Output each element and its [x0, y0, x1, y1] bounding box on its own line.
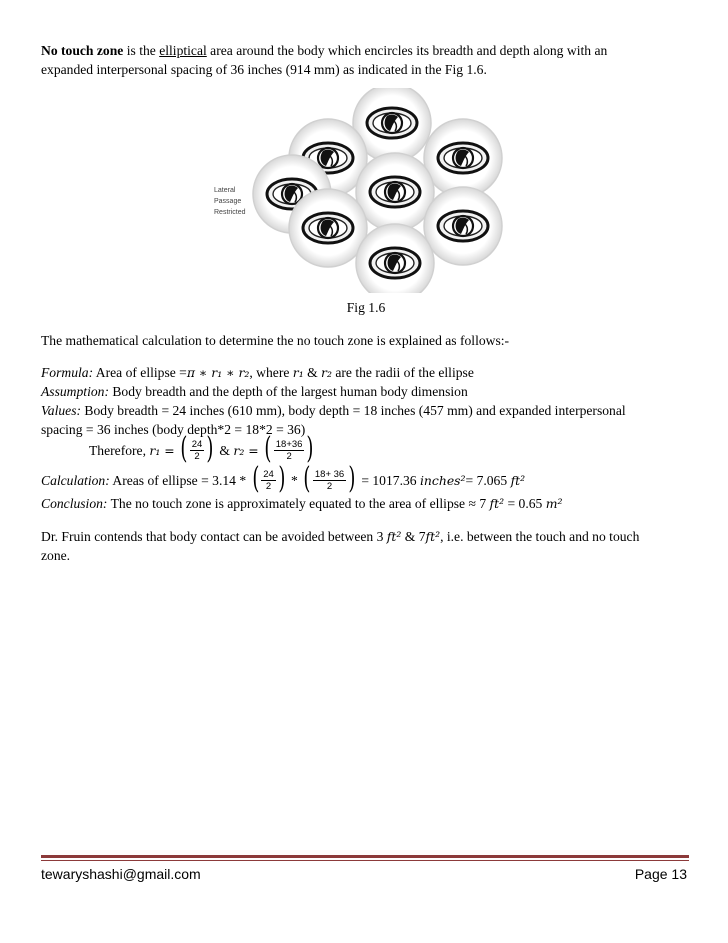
calc-fraction-2-numerator: 18+ 36 [314, 469, 345, 480]
elliptical-word: elliptical [159, 43, 207, 58]
assumption-line [41, 382, 691, 401]
therefore-text: Therefore, [89, 442, 150, 458]
calc-fraction-2 [313, 469, 346, 492]
person-lower-left [289, 189, 367, 267]
footer-page-number: Page 13 [634, 866, 687, 882]
calc-intro: The mathematical calculation to determine the no touch zone is explained as follows:- [41, 333, 510, 348]
calculation-text-2: = 1017.36 [357, 472, 420, 488]
therefore-amp: & [216, 442, 234, 458]
fraction-r1-numerator: 24 [191, 439, 203, 450]
therefore-line: Therefore, r₁ = ( $\frac{24}{2}$ ) & r₂ = ( $\frac{18+36}{2}$ ) [89, 431, 314, 466]
calc-fraction-1 [261, 469, 276, 492]
fruin-text: Dr. Fruin contends that body contact can be avoided between 3 [41, 529, 387, 544]
person-right [424, 187, 502, 265]
calculation-star: * [287, 472, 302, 488]
fruin-line-2: zone. [41, 548, 71, 564]
assumption-text: Body breadth and the depth of the largest human body dimension [108, 384, 468, 399]
therefore-r2: r₂ = [233, 442, 259, 458]
therefore-r1: r₁ = [149, 442, 175, 458]
values-line-2: spacing = 36 inches (body depth*2 = 18*2 = 36) [41, 422, 306, 438]
formula-text: Area of ellipse = [93, 365, 187, 380]
calculation-line: Calculation: Areas of ellipse = 3.14 * ( $\frac{24}{2}$ ) * ( $\frac{18+ 36}{2}$ ) = 1017.36 inches²= 7.065 ft² [41, 461, 526, 496]
fraction-r2-denominator: 2 [286, 451, 292, 462]
figure-caption: Fig 1.6 [346, 300, 386, 315]
conclusion-unit-m: m² [545, 496, 563, 511]
footer-email: tewaryshashi@gmail.com [41, 866, 201, 882]
fruin-paragraph [41, 527, 691, 566]
fruin-text-2: , i.e. between the touch and no touch [440, 529, 640, 544]
formula-text-2: , where [249, 365, 293, 380]
formula-text-3: are the radii of the ellipse [331, 365, 474, 380]
fruin-unit-2: ft² [425, 529, 441, 544]
person-bottom [356, 224, 434, 293]
calc-fraction-1-denominator: 2 [265, 481, 272, 492]
values-label: Values: [41, 403, 82, 418]
calculation-text: Areas of ellipse = 3.14 * [109, 472, 250, 488]
conclusion-label: Conclusion: [41, 496, 108, 511]
footer-rule-thin [41, 860, 689, 861]
intro-text-2: area around the body which encircles its breadth and depth along with an [206, 43, 608, 58]
conclusion-unit-ft: ft² [489, 496, 505, 511]
figure-label-passage: Passage [214, 198, 242, 205]
crowd-zone-figure [210, 88, 518, 293]
intro-paragraph [41, 41, 691, 80]
values-paragraph [41, 401, 691, 440]
fraction-r2 [274, 439, 305, 462]
assumption-label: Assumption: [41, 384, 109, 399]
formula-line [41, 363, 691, 382]
conclusion-text: The no touch zone is approximately equated to the area of ellipse ≈ 7 [107, 496, 490, 511]
calc-fraction-1-numerator: 24 [263, 469, 274, 480]
calc-fraction-2-denominator: 2 [326, 481, 333, 492]
calculation-label: Calculation: [41, 472, 110, 488]
figure-label-restricted: Restricted [214, 209, 246, 216]
formula-amp: & [303, 365, 322, 380]
calculation-text-3: = 7.065 [465, 472, 511, 488]
formula-expression: π ∗ r₁ ∗ r₂ [186, 365, 250, 380]
footer-rule-thick [41, 855, 689, 858]
person-center [356, 153, 434, 231]
formula-label: Formula: [41, 365, 94, 380]
values-text: Body breadth = 24 inches (610 mm), body depth = 18 inches (457 mm) and expanded interpersonal [81, 403, 626, 418]
fraction-r1-denominator: 2 [194, 451, 200, 462]
calculation-unit-ft: ft² [510, 472, 526, 488]
figure-label-lateral: Lateral [214, 187, 236, 194]
formula-r1: r₁ [292, 365, 304, 380]
fruin-unit-1: ft² [386, 529, 402, 544]
conclusion-text-2: = 0.65 [504, 496, 546, 511]
fraction-r1 [190, 439, 205, 462]
fruin-amp: & 7 [401, 529, 426, 544]
formula-r2: r₂ [321, 365, 332, 380]
intro-text: is the [123, 43, 160, 58]
calculation-unit-inches: inches² [419, 472, 466, 488]
person-upper-right [424, 119, 502, 197]
term-no-touch-zone: No touch zone [41, 43, 124, 58]
fraction-r2-numerator: 18+36 [275, 439, 303, 450]
conclusion-line [41, 494, 691, 513]
intro-line-2: expanded interpersonal spacing of 36 inches (914 mm) as indicated in the Fig 1.6. [41, 62, 487, 78]
